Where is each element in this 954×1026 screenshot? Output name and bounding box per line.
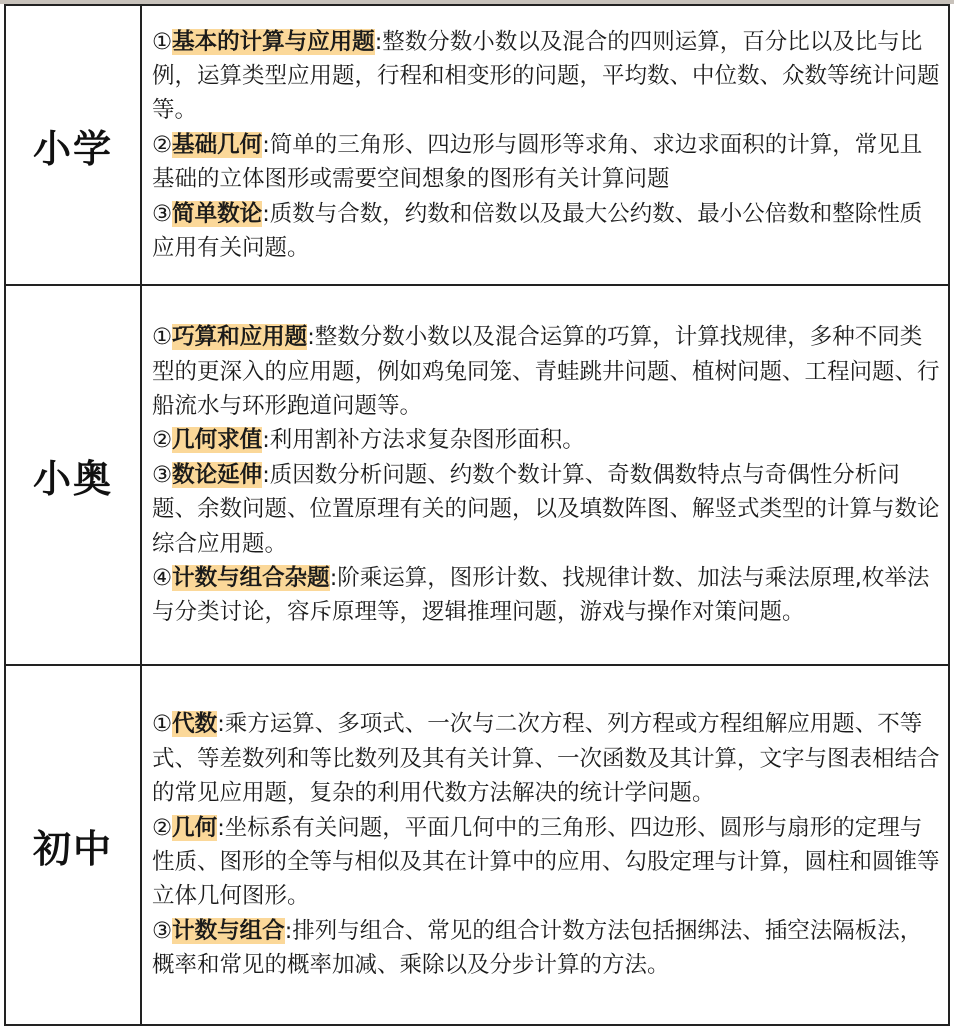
topic-item: [152, 811, 940, 914]
topic-title: 几何: [172, 814, 218, 841]
topic-colon: :: [262, 461, 270, 488]
topic-colon: :: [262, 131, 270, 158]
table-row-olympiad: [5, 285, 949, 665]
topic-item: [152, 561, 940, 630]
topic-item: [152, 320, 940, 423]
topic-number: ②: [152, 814, 173, 841]
table-row-primary: [5, 5, 949, 285]
topics-cell: [141, 665, 949, 1025]
topic-title: 简单数论: [172, 200, 263, 227]
topic-item: [152, 128, 940, 197]
topic-title: 几何求值: [172, 427, 263, 454]
level-label: 小奥: [5, 285, 141, 665]
topic-title: 计数与组合杂题: [172, 565, 330, 592]
topic-item: [152, 914, 940, 983]
topic-description: 整数分数小数以及混合的四则运算，百分比以及比与比例，运算类型应用题，行程和相变形的问题，平均数、中位数、众数等统计问题等。: [152, 28, 940, 124]
topic-description: 质因数分析问题、约数个数计算、奇数偶数特点与奇偶性分析问题、余数问题、位置原理有关的问题，以及填数阵图、解竖式类型的计算与数论综合应用题。: [152, 461, 940, 557]
topic-title: 代数: [172, 711, 218, 738]
topic-number: ②: [152, 131, 173, 158]
topic-number: ①: [152, 28, 173, 55]
topic-number: ②: [152, 427, 173, 454]
topic-colon: :: [262, 427, 270, 454]
topic-title: 计数与组合: [172, 917, 285, 944]
topic-item: [152, 25, 940, 128]
topic-colon: :: [329, 565, 338, 592]
topic-title: 数论延伸: [172, 461, 263, 488]
table-row-junior-high: [5, 665, 949, 1025]
topic-title: 基础几何: [172, 131, 263, 158]
topic-item: [152, 197, 940, 266]
topic-colon: :: [284, 917, 293, 944]
topic-number: ③: [152, 917, 173, 944]
topic-item: [152, 423, 940, 457]
topic-description: 阶乘运算，图形计数、找规律计数、加法与乘法原理,枚举法与分类讨论，容斥原理等，逻辑推理问题，游戏与操作对策问题。: [152, 565, 930, 626]
topic-number: ③: [152, 461, 173, 488]
topic-number: ①: [152, 324, 173, 351]
topic-description: 排列与组合、常见的组合计数方法包括捆绑法、插空法隔板法，概率和常见的概率加减、乘除以及分步计算的方法。: [152, 917, 923, 979]
topic-colon: :: [217, 814, 225, 841]
topic-description: 乘方运算、多项式、一次与二次方程、列方程或方程组解应用题、不等式、等差数列和等比数列及其有关计算、一次函数及其计算，文字与图表相结合的常见应用题，复杂的利用代数方法解决的统计学问题。: [152, 711, 940, 807]
topic-item: [152, 707, 940, 810]
topic-title: 巧算和应用题: [172, 324, 308, 351]
topic-number: ③: [152, 200, 173, 227]
topic-description: 利用割补方法求复杂图形面积。: [269, 427, 585, 454]
topics-cell: [141, 5, 949, 285]
topics-cell: [141, 285, 949, 665]
topic-title: 基本的计算与应用题: [172, 28, 375, 55]
topic-number: ①: [152, 711, 173, 738]
math-topics-table: [4, 4, 950, 1026]
topic-number: ④: [152, 565, 173, 592]
topic-description: 整数分数小数以及混合运算的巧算，计算找规律，多种不同类型的更深入的应用题，例如鸡兔同笼、青蛙跳井问题、植树问题、工程问题、行船流水与环形跑道问题等。: [152, 324, 940, 419]
topic-colon: :: [307, 324, 315, 351]
topic-colon: :: [217, 711, 225, 738]
topic-colon: :: [262, 200, 270, 227]
topic-item: [152, 458, 940, 561]
topic-description: 质数与合数，约数和倍数以及最大公约数、最小公倍数和整除性质应用有关问题。: [152, 200, 923, 262]
topic-description: 简单的三角形、四边形与圆形等求角、求边求面积的计算，常见且基础的立体图形或需要空间想象的图形有关计算问题: [152, 131, 923, 193]
topic-description: 坐标系有关问题，平面几何中的三角形、四边形、圆形与扇形的定理与性质、图形的全等与相似及其在计算中的应用、勾股定理与计算，圆柱和圆锥等立体几何图形。: [152, 814, 940, 910]
level-label: 初中: [5, 665, 141, 1025]
level-label: 小学: [5, 5, 141, 285]
topic-colon: :: [374, 28, 383, 55]
